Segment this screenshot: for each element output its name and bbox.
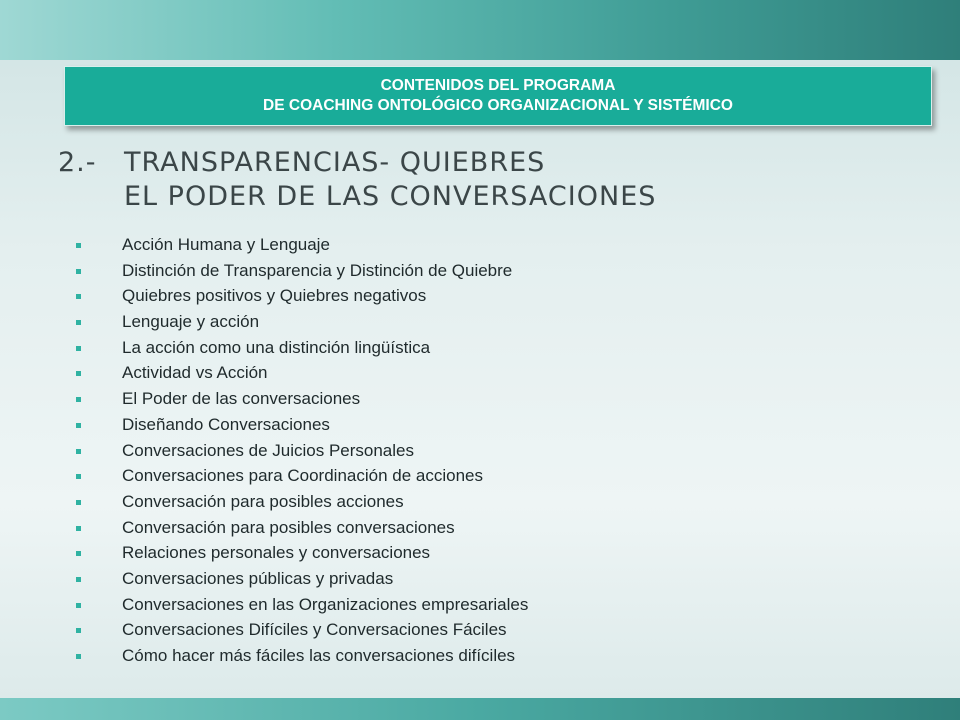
header-line-1: CONTENIDOS DEL PROGRAMA <box>380 77 616 94</box>
list-item-text: Conversación para posibles conversaciones <box>122 517 455 537</box>
list-item <box>72 414 528 440</box>
list-item <box>72 260 528 286</box>
list-item-text: Cómo hacer más fáciles las conversaciones difíciles <box>122 646 516 665</box>
program-header-box <box>64 66 932 126</box>
title-text-1: TRANSPARENCIAS- QUIEBRES <box>124 147 546 178</box>
list-item-text: La acción como una distinción lingüística <box>122 337 431 357</box>
list-item <box>72 234 528 260</box>
list-item-text: Lenguaje y acción <box>122 312 260 332</box>
header-line-2: DE COACHING ONTOLÓGICO ORGANIZACIONAL Y SISTÉMICO <box>263 97 733 114</box>
square-bullet-icon <box>76 294 81 299</box>
list-item <box>72 388 528 414</box>
square-bullet-icon <box>76 526 81 531</box>
list-item <box>72 542 528 568</box>
list-item <box>72 337 528 363</box>
square-bullet-icon <box>76 474 81 479</box>
bottom-decorative-band <box>0 698 960 720</box>
square-bullet-icon <box>76 654 81 659</box>
list-item-text: Conversaciones públicas y privadas <box>122 568 394 588</box>
square-bullet-icon <box>76 628 81 633</box>
square-bullet-icon <box>76 603 81 608</box>
list-item <box>72 465 528 491</box>
topic-list <box>72 234 528 671</box>
list-item-text: Conversaciones en las Organizaciones empresariales <box>122 594 529 614</box>
square-bullet-icon <box>76 423 81 428</box>
title-line-2: EL PODER DE LAS CONVERSACIONES <box>124 181 657 212</box>
list-item-text: Conversaciones Difíciles y Conversaciones Fáciles <box>122 620 507 640</box>
list-item-text: Quiebres positivos y Quiebres negativos <box>122 286 427 306</box>
list-item-text: El Poder de las conversaciones <box>122 389 361 409</box>
list-item <box>72 517 528 543</box>
list-item <box>72 594 528 620</box>
slide-title <box>58 146 938 214</box>
title-line-1 <box>58 146 938 180</box>
square-bullet-icon <box>76 269 81 274</box>
list-item-text: Diseñando Conversaciones <box>122 414 330 434</box>
square-bullet-icon <box>76 243 81 248</box>
square-bullet-icon <box>76 397 81 402</box>
list-item-text: Conversaciones para Coordinación de acciones <box>122 466 483 486</box>
list-item <box>72 619 528 645</box>
square-bullet-icon <box>76 449 81 454</box>
list-item <box>72 645 528 671</box>
list-item <box>72 311 528 337</box>
list-item-text: Acción Humana y Lenguaje <box>122 235 330 254</box>
title-number: 2.- <box>58 147 97 178</box>
list-item <box>72 568 528 594</box>
square-bullet-icon <box>76 320 81 325</box>
list-item-text: Actividad vs Acción <box>122 363 268 383</box>
top-decorative-band <box>0 0 960 60</box>
list-item <box>72 440 528 466</box>
square-bullet-icon <box>76 500 81 505</box>
list-item <box>72 362 528 388</box>
square-bullet-icon <box>76 551 81 556</box>
list-item <box>72 491 528 517</box>
list-item-text: Conversaciones de Juicios Personales <box>122 440 414 460</box>
square-bullet-icon <box>76 371 81 376</box>
list-item <box>72 285 528 311</box>
square-bullet-icon <box>76 577 81 582</box>
square-bullet-icon <box>76 346 81 351</box>
list-item-text: Relaciones personales y conversaciones <box>122 543 431 563</box>
list-item-text: Distinción de Transparencia y Distinción de Quiebre <box>122 260 513 280</box>
list-item-text: Conversación para posibles acciones <box>122 491 404 511</box>
